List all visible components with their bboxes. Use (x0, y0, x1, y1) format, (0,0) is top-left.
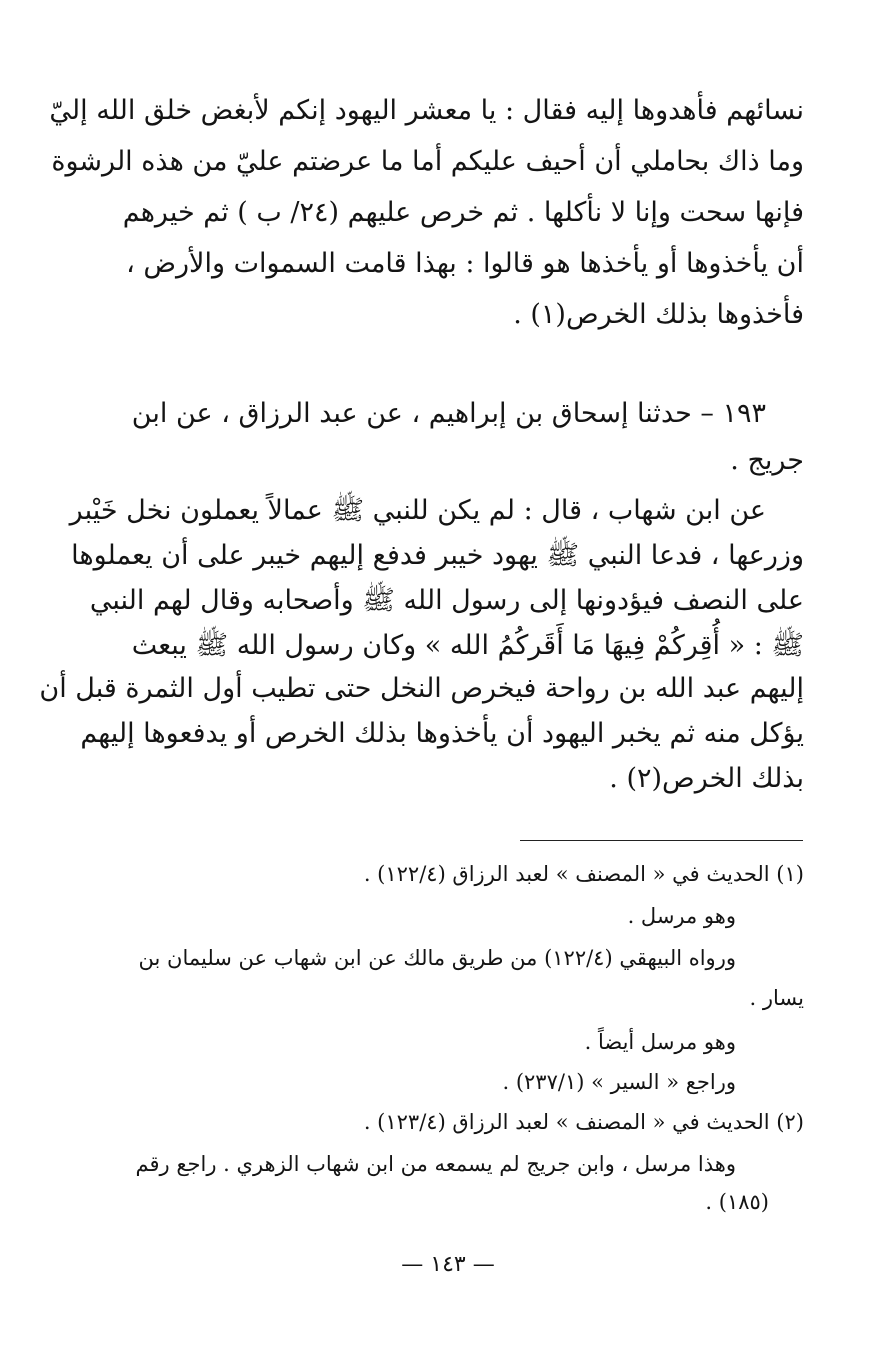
text-line: نسائهم فأهدوها إليه فقال : يا معشر اليهود إنكم لأبغض خلق الله إليّ (49, 95, 804, 126)
page-number: — ١٤٣ — (401, 1252, 495, 1277)
text-line: على النصف فيؤدونها إلى رسول الله ﷺ وأصحابه وقال لهم النبي (89, 585, 804, 616)
footnote-line: ورواه البيهقي (١٢٢/٤) من طريق مالك عن ابن شهاب عن سليمان بن (138, 946, 736, 970)
footnote-line: وهو مرسل أيضاً . (584, 1030, 736, 1054)
footnote-line: (١٨٥) . (705, 1190, 769, 1214)
text-line: وزرعها ، فدعا النبي ﷺ يهود خيبر فدفع إليهم خيبر على أن يعملوها (71, 540, 804, 571)
footnote-line: وراجع « السير » (٢٣٧/١) . (502, 1070, 736, 1094)
text-line: وما ذاك بحاملي أن أحيف عليكم أما ما عرضتم عليّ من هذه الرشوة (51, 146, 804, 177)
text-line: أن يأخذوها أو يأخذها هو قالوا : بهذا قامت السموات والأرض ، (126, 248, 804, 279)
footnote-line: (٢) الحديث في « المصنف » لعبد الرزاق (١٢٣/٤) . (363, 1110, 804, 1134)
footnote-divider (520, 840, 803, 841)
footnote-line: يسار . (749, 986, 804, 1010)
text-line: ﷺ : « أُقِركُمْ فِيهَا مَا أَقَركُمُ الله » وكان رسول الله ﷺ يبعث (131, 630, 804, 661)
text-line: فإنها سحت وإنا لا نأكلها . ثم خرص عليهم (٢٤/ ب ) ثم خيرهم (122, 197, 804, 228)
text-line: عن ابن شهاب ، قال : لم يكن للنبي ﷺ عمالاً يعملون نخل خَيْبر (69, 495, 766, 526)
text-line: إليهم عبد الله بن رواحة فيخرص النخل حتى تطيب أول الثمرة قبل أن (39, 673, 804, 704)
footnote-line: (١) الحديث في « المصنف » لعبد الرزاق (١٢٢/٤) . (363, 862, 804, 886)
footnote-line: وهذا مرسل ، وابن جريج لم يسمعه من ابن شهاب الزهري . راجع رقم (135, 1152, 736, 1176)
text-line: جريج . (730, 445, 804, 476)
text-line: فأخذوها بذلك الخرص(١) . (513, 299, 804, 330)
text-line: ١٩٣ – حدثنا إسحاق بن إبراهيم ، عن عبد الرزاق ، عن ابن (131, 398, 766, 429)
footnote-line: وهو مرسل . (627, 904, 736, 928)
text-line: يؤكل منه ثم يخبر اليهود أن يأخذوها بذلك الخرص أو يدفعوها إليهم (80, 718, 804, 749)
text-line: بذلك الخرص(٢) . (609, 763, 804, 794)
